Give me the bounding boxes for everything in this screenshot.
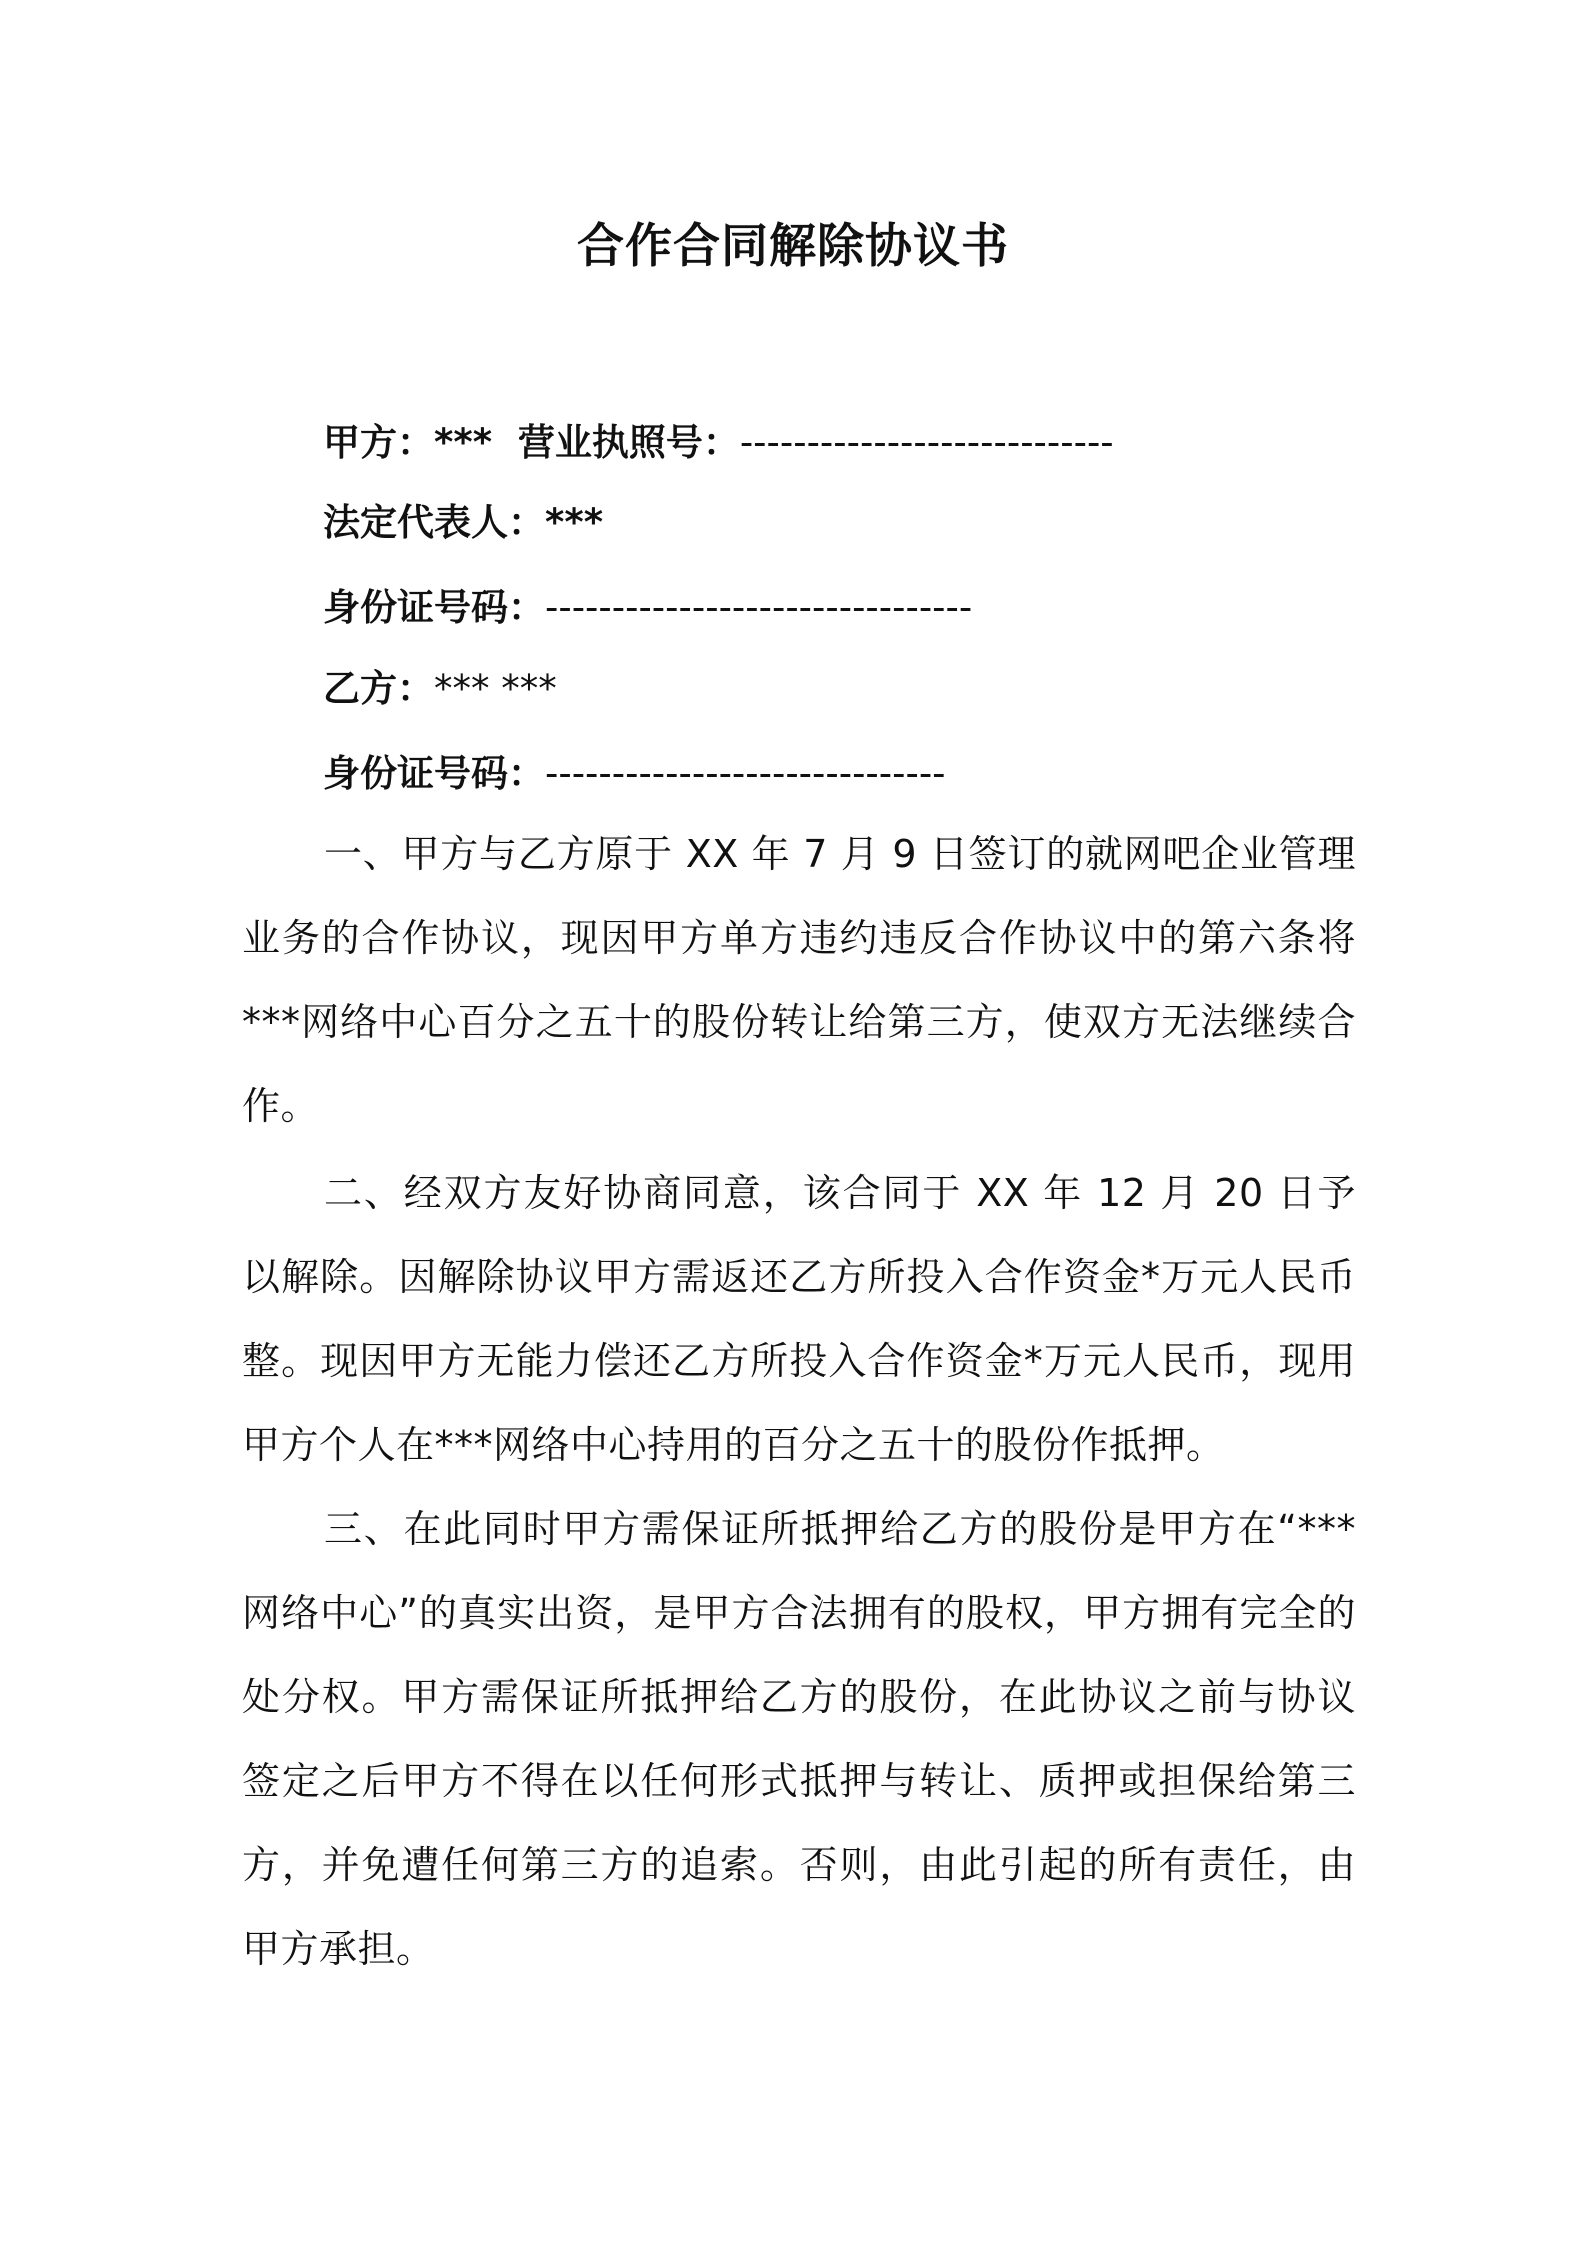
- party-b-label: 乙方：: [323, 667, 434, 710]
- party-b-id-line: [323, 744, 946, 804]
- legal-representative-value: ***: [545, 501, 604, 544]
- party-b-id-label: 身份证号码：: [323, 752, 545, 795]
- document-title: 合作合同解除协议书: [577, 219, 1009, 274]
- business-license-value: ----------------------------: [739, 421, 1114, 464]
- business-license-label: 营业执照号：: [517, 421, 740, 464]
- clause-3: 三、在此同时甲方需保证所抵押给乙方的股份是甲方在“***网络中心”的真实出资，是甲方合法拥有的股权，甲方拥有完全的处分权。甲方需保证所抵押给乙方的股份，在此协议之前与协议签定之后甲方不得在以任何形式抵押与转让、质押或担保给第三方，并免遭任何第三方的追索。否则，由此引起的所有责任，由甲方承担。: [242, 1507, 1356, 1971]
- party-a-id-label: 身份证号码：: [323, 586, 545, 629]
- party-a-name: ***: [434, 421, 493, 464]
- legal-representative-label: 法定代表人：: [323, 501, 545, 544]
- party-b-id-value: ------------------------------: [545, 752, 946, 795]
- party-a-label: 甲方：: [323, 421, 434, 464]
- party-b-line: [323, 659, 557, 719]
- clause-1: 一、甲方与乙方原于 XX 年 7 月 9 日签订的就网吧企业管理业务的合作协议，现因甲方单方违约违反合作协议中的第六条将***网络中心百分之五十的股份转让给第三方，使双方无法继续合作。: [242, 832, 1356, 1128]
- clause-2: 二、经双方友好协商同意，该合同于 XX 年 12 月 20 日予以解除。因解除协议甲方需返还乙方所投入合作资金*万元人民币整。现因甲方无能力偿还乙方所投入合作资金*万元人民币，现用甲方个人在***网络中心持用的百分之五十的股份作抵押。: [242, 1171, 1356, 1467]
- party-a-line: [323, 413, 1114, 473]
- party-b-value: *** ***: [434, 667, 557, 710]
- legal-representative-line: [323, 493, 603, 553]
- party-a-id-value: --------------------------------: [545, 586, 973, 629]
- party-a-id-line: [323, 578, 972, 638]
